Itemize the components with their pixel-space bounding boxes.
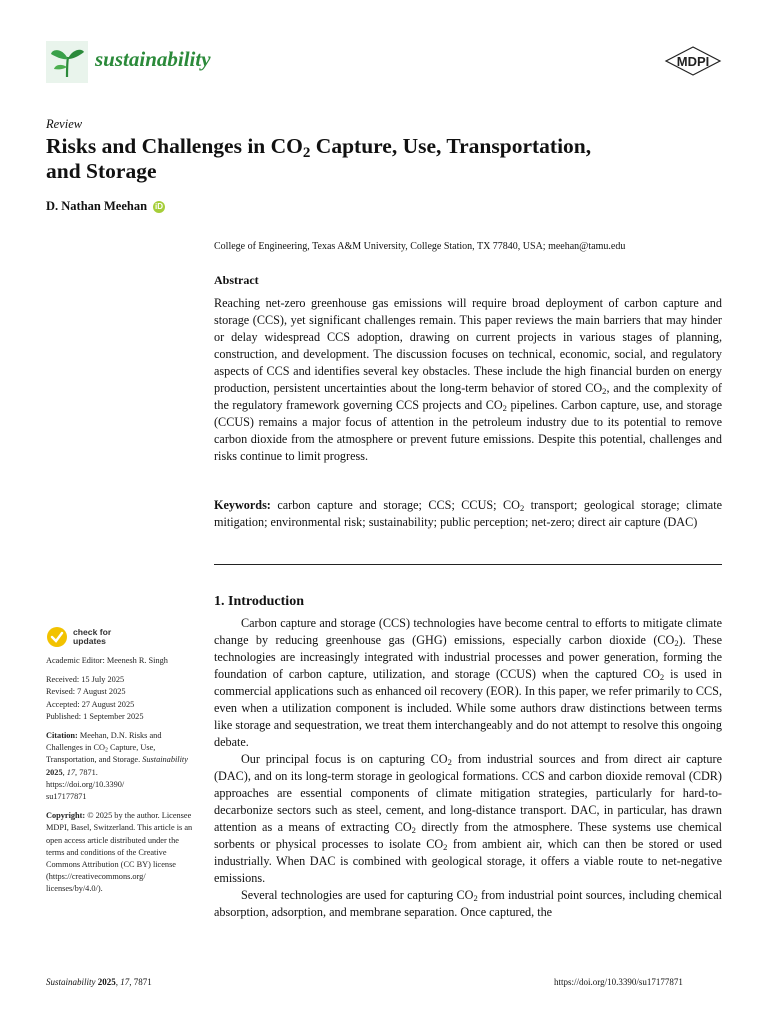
check-for-updates-line2: updates	[73, 636, 106, 646]
check-for-updates-line1: check for	[73, 627, 112, 637]
paragraph: Several technologies are used for capturing $CO_2$ from industrial point sources, including chemical absorption, adsorption, and membrane separation. Once captured, the	[214, 888, 722, 919]
citation-label: Citation:	[46, 731, 78, 741]
affiliation: College of Engineering, Texas A&M University, College Station, TX 77840, USA; meehan@tamu.edu	[214, 241, 626, 252]
citation-page: , 7871.	[75, 767, 98, 777]
accepted-date: Accepted: 27 August 2025	[46, 699, 135, 709]
publisher-name: MDPI	[676, 54, 710, 69]
introduction-body	[214, 615, 722, 921]
published-date: Published: 1 September 2025	[46, 711, 144, 721]
revised-date: Revised: 7 August 2025	[46, 687, 126, 697]
citation-journal: Sustainability	[142, 755, 188, 765]
journal-leaf-logo-icon	[46, 41, 88, 83]
copyright-label: Copyright:	[46, 811, 86, 821]
author-name[interactable]: D. Nathan Meehan	[46, 199, 148, 213]
abstract-text: Reaching net-zero greenhouse gas emissions will require broad deployment of carbon capture and storage (CCS), yet significant challenges remain. This paper reviews the main barriers that may hinder or delay widespread CCS adoption, drawing on current projects in various stages of planning, construction, and development. The discussion focuses on technical, economic, social, and regulatory aspects of CCS and identifies several key obstacles. These include the high financial burden on energy production, persistent uncertainties about the long-term behavior of stored $CO_2$, and the complexity of the regulatory framework governing CCS projects and $CO_2$ pipelines. Carbon capture, use, and storage (CCUS) remains a major focus of attention in the petroleum industry due to its potential to remove carbon dioxide from the atmosphere or prevent future emissions. Despite this potential, challenges and risks continue to limit progress.	[214, 296, 722, 463]
academic-editor: Academic Editor: Meenesh R. Singh	[46, 656, 168, 665]
mdpi-logo-icon[interactable]	[664, 46, 722, 76]
keywords-label: Keywords:	[214, 498, 271, 512]
abstract-heading: Abstract	[214, 273, 259, 287]
check-for-updates-badge[interactable]	[46, 626, 111, 648]
footer-page: , 7871	[129, 977, 152, 987]
orcid-icon[interactable]: iD	[155, 202, 164, 211]
citation-doi-link[interactable]: https://doi.org/10.3390/ su17177871	[46, 779, 125, 802]
section-divider	[214, 564, 722, 565]
paragraph: Our principal focus is on capturing $CO_2$ from industrial sources and from direct air capture (DAC), and on its long-term storage in geological formations. CCS and carbon dioxide removal (CDR) approaches are essential components of climate mitigation strategies, particularly for hard-to-decarbonize sectors such as steel, cement, and long-distance transport. DAC, in particular, has drawn attention as a means of extracting $CO_2$ directly from the atmosphere. These systems use chemical sorbents or physical processes to isolate $CO_2$ from ambient air, which can then be stored or used industrially. When DAC is combined with geological storage, it offers a viable route to net-negative emissions.	[214, 752, 722, 885]
footer-year: 2025	[97, 977, 116, 987]
citation-year: 2025	[46, 767, 63, 777]
check-for-updates-icon	[46, 626, 68, 648]
copyright: Copyright: © 2025 by the author. Licensee MDPI, Basel, Switzerland. This article is an open access article distributed under the terms and conditions of the Creative Commons Attribution (CC BY) license (https://creativecommons.org/ licenses/by/4.0/).	[46, 811, 193, 894]
journal-name[interactable]: sustainability	[95, 47, 211, 71]
article-type: Review	[46, 117, 83, 131]
section-heading-introduction: 1. Introduction	[214, 594, 304, 609]
article-title: Risks and Challenges in $CO_2$ Capture, Use, Transportation, and Storage	[46, 134, 592, 183]
article-info-sidebar	[46, 655, 196, 896]
citation-volume: 17	[66, 767, 76, 777]
footer-journal: Sustainability	[46, 977, 96, 987]
citation: Citation: Meehan, D.N. Risks and Challenges in $CO_2$ Capture, Use, Transportation, and Storage. Sustainability 2025, 17, 7871. https://doi.org/10.3390/ su17177871	[46, 731, 188, 802]
keywords: Keywords: carbon capture and storage; CCS; CCUS; $CO_2$ transport; geological storage; climate mitigation; environmental risk; sustainability; public perception; net-zero; direct air capture (DAC)	[214, 498, 722, 529]
footer-doi-link[interactable]: https://doi.org/10.3390/su17177871	[554, 977, 683, 987]
footer-citation: Sustainability 2025, 17, 7871	[46, 977, 152, 987]
author-line	[46, 199, 165, 214]
paragraph: Carbon capture and storage (CCS) technologies have become central to efforts to mitigate climate change by reducing greenhouse gas (GHG) emissions, especially carbon dioxide $(CO_2)$. These technologies are increasingly integrated with industrial processes and power generation, forming the foundation of carbon capture, utilization, and storage (CCUS) when the captured $CO_2$ is used in commercial applications such as enhanced oil recovery (EOR). In this paper, we refer primarily to CCS, even when a utilization component is included. While some authors draw distinctions between terms like storage and sequestration, we treat them interchangeably and do not attempt to resolve this ongoing debate.	[214, 616, 723, 749]
footer-volume: 17	[120, 977, 130, 987]
received-date: Received: 15 July 2025	[46, 675, 125, 685]
